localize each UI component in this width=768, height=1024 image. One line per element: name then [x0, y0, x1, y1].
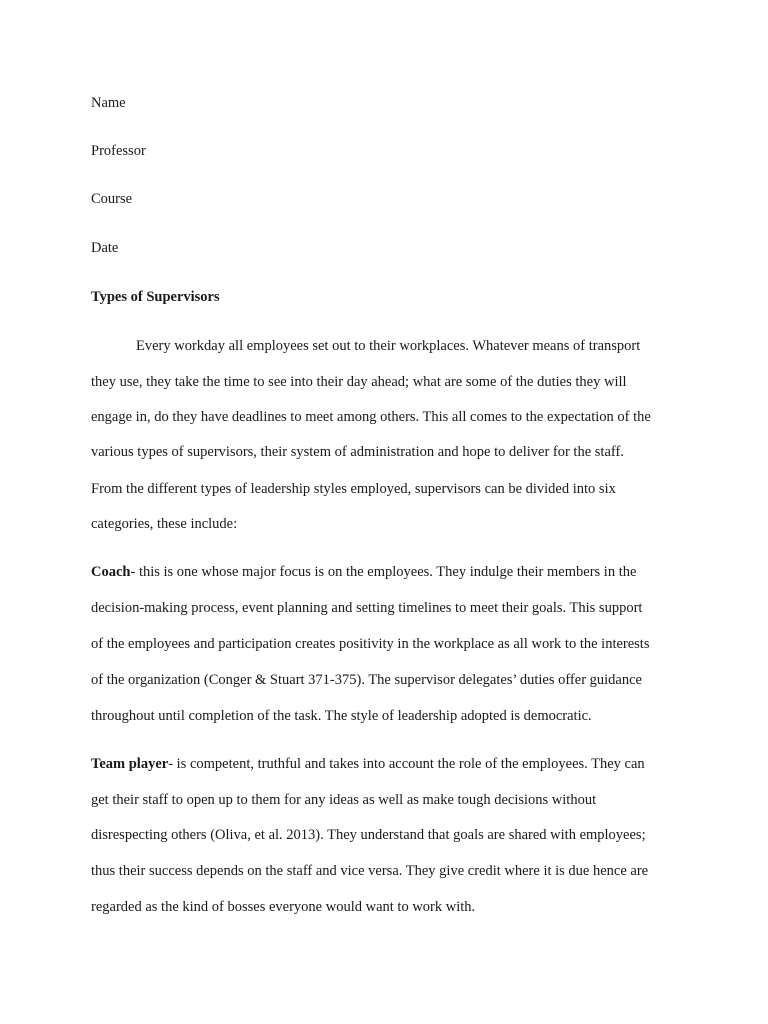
paragraph-line: decision-making process, event planning and setting timelines to meet their goals. This support — [91, 600, 643, 616]
paragraph-line: of the employees and participation creates positivity in the workplace as all work to the interests — [91, 636, 650, 652]
paragraph-line: thus their success depends on the staff and vice versa. They give credit where it is due hence are — [91, 863, 649, 879]
paragraph-line: various types of supervisors, their system of administration and hope to deliver for the staff. — [91, 444, 624, 460]
header-date: Date — [91, 240, 119, 256]
paragraph-line: categories, these include: — [91, 516, 238, 532]
coach-definition: - this is one whose major focus is on the employees. They indulge their members in the — [130, 564, 637, 580]
document-title: Types of Supervisors — [91, 289, 220, 305]
paragraph-line: of the organization (Conger & Stuart 371-375). The supervisor delegates’ duties offer guidance — [91, 672, 642, 688]
paragraph-line: From the different types of leadership styles employed, supervisors can be divided into six — [91, 481, 616, 497]
paragraph-line: they use, they take the time to see into their day ahead; what are some of the duties they will — [91, 374, 627, 390]
header-professor: Professor — [91, 143, 146, 159]
paragraph-line — [91, 563, 636, 581]
paragraph-line: Every workday all employees set out to their workplaces. Whatever means of transport — [136, 338, 641, 354]
paragraph-line: throughout until completion of the task. The style of leadership adopted is democratic. — [91, 708, 592, 724]
paragraph-line: regarded as the kind of bosses everyone would want to work with. — [91, 899, 476, 915]
team-player-definition: - is competent, truthful and takes into account the role of the employees. They can — [168, 756, 645, 772]
paragraph-line: get their staff to open up to them for any ideas as well as make tough decisions without — [91, 792, 597, 808]
coach-term: Coach — [91, 564, 131, 580]
header-course: Course — [91, 191, 133, 207]
team-player-term: Team player — [91, 756, 169, 772]
paragraph-line — [91, 755, 645, 773]
paragraph-line: disrespecting others (Oliva, et al. 2013). They understand that goals are shared with employees; — [91, 827, 646, 843]
paragraph-line: engage in, do they have deadlines to meet among others. This all comes to the expectation of the — [91, 409, 651, 425]
header-name: Name — [91, 95, 126, 111]
